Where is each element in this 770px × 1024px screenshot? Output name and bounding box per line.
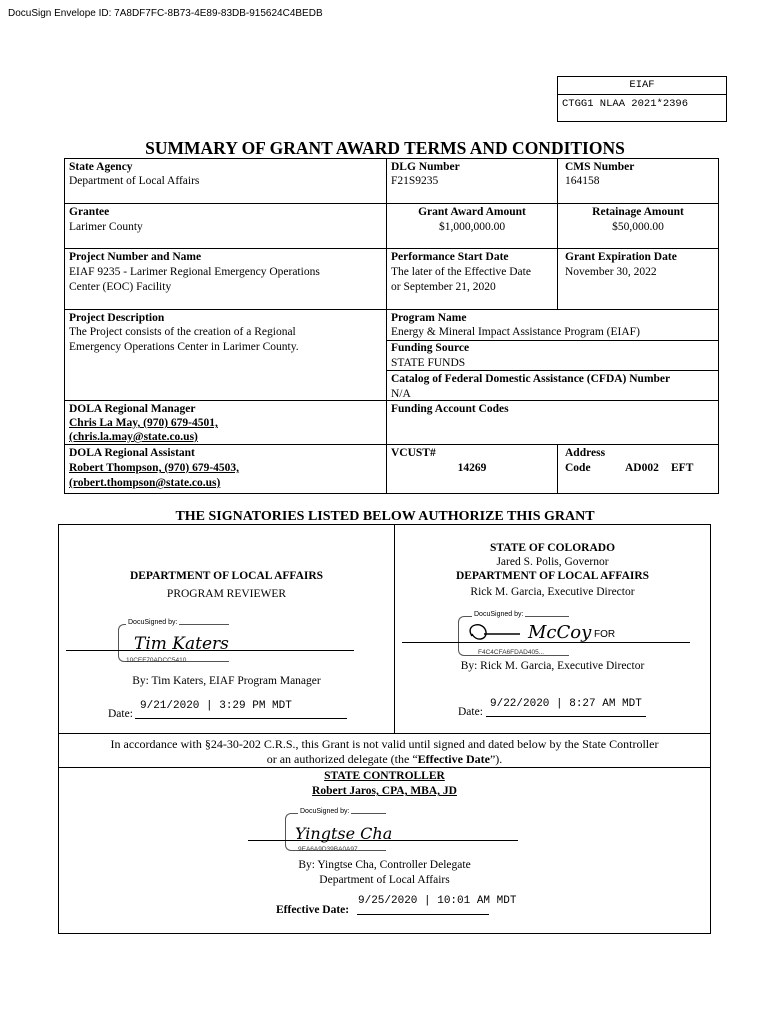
right-governor: Jared S. Polis, Governor [496,556,609,568]
regional-assistant-line2: (robert.thompson@state.co.us) [69,477,221,489]
left-by: By: Tim Katers, EIAF Program Manager [132,675,321,687]
controller-notice-text-a: or an authorized delegate (the “ [266,752,418,766]
grant-expiration-label: Grant Expiration Date [565,251,677,263]
funding-source-label: Funding Source [391,342,470,354]
eiaf-stamp [557,76,727,122]
right-sig-id: F4C4CFA6FDAD405... [478,649,545,656]
left-dept: DEPARTMENT OF LOCAL AFFAIRS [129,570,324,582]
controller-notice-line2 [58,752,711,767]
funding-account-codes-label: Funding Account Codes [391,403,509,415]
left-date-label: Date: [108,708,133,720]
vcust-value: 14269 [457,462,487,474]
address-code-label: Code [565,462,591,474]
cms-number-label: CMS Number [565,161,635,173]
grant-award-value: $1,000,000.00 [438,221,506,233]
controller-title: STATE CONTROLLER [324,770,445,782]
regional-assistant-label: DOLA Regional Assistant [69,447,195,459]
project-number-label: Project Number and Name [69,251,202,263]
envelope-id: DocuSign Envelope ID: 7A8DF7FC-8B73-4E89-83DB-915624C4BEDB [8,8,323,19]
regional-manager-line1: Chris La May, (970) 679-4501, [69,417,218,429]
cfda-label: Catalog of Federal Domestic Assistance (CFDA) Number [391,373,671,385]
performance-start-label: Performance Start Date [391,251,509,263]
regional-manager-label: DOLA Regional Manager [69,403,196,415]
left-signature: Tim Katers [134,634,229,654]
performance-start-line2: or September 21, 2020 [391,281,496,293]
address-eft: EFT [671,462,694,474]
page-title: SUMMARY OF GRANT AWARD TERMS AND CONDITIONS [145,138,625,158]
right-by: By: Rick M. Garcia, Executive Director [460,660,645,672]
grant-award-label: Grant Award Amount [418,206,526,218]
right-signature-for: FOR [594,629,616,640]
retainage-value: $50,000.00 [612,221,664,233]
address-code-value: AD002 [625,462,659,474]
grantee-value: Larimer County [69,221,143,233]
right-signature: McCoy [528,622,592,643]
performance-start-line1: The later of the Effective Date [391,266,531,278]
right-director: Rick M. Garcia, Executive Director [470,586,635,598]
funding-source-value: STATE FUNDS [391,357,466,369]
regional-manager-line2: (chris.la.may@state.co.us) [69,431,198,443]
controller-by: By: Yingtse Cha, Controller Delegate [298,859,471,871]
cms-number-value: 164158 [565,175,600,187]
left-docusigned-label: DocuSigned by: [128,619,178,626]
left-date-value: 9/21/2020 | 3:29 PM MDT [140,700,292,712]
signature-scribble-icon [462,618,522,648]
cfda-value: N/A [391,388,411,400]
project-description-line2: Emergency Operations Center in Larimer County. [69,341,299,353]
regional-assistant-line1: Robert Thompson, (970) 679-4503, [69,462,240,474]
project-number-line2: Center (EOC) Facility [69,281,172,293]
right-docusigned-label: DocuSigned by: [474,611,524,618]
signatories-heading: THE SIGNATORIES LISTED BELOW AUTHORIZE THIS GRANT [175,509,595,524]
project-number-line1: EIAF 9235 - Larimer Regional Emergency Operations [69,266,320,278]
controller-date-value: 9/25/2020 | 10:01 AM MDT [358,895,517,907]
stamp-line1: EIAF [558,77,726,95]
controller-dept: Department of Local Affairs [319,874,450,886]
grantee-label: Grantee [69,206,110,218]
controller-signature: Yingtse Cha [295,824,393,843]
program-name-value: Energy & Mineral Impact Assistance Program (EIAF) [391,326,640,338]
controller-sig-id: 9EA6A9D39BA0A97 [298,846,358,853]
dlg-number-label: DLG Number [391,161,460,173]
left-role: PROGRAM REVIEWER [166,588,287,600]
right-state: STATE OF COLORADO [489,542,616,554]
project-description-line1: The Project consists of the creation of a Regional [69,326,296,338]
right-dept: DEPARTMENT OF LOCAL AFFAIRS [455,570,650,582]
right-date-value: 9/22/2020 | 8:27 AM MDT [490,698,642,710]
right-date-label: Date: [458,706,483,718]
vcust-label: VCUST# [391,447,436,459]
address-label: Address [565,447,606,459]
stamp-line2: CTGG1 NLAA 2021*2396 [562,98,689,110]
controller-docusigned-label: DocuSigned by: [300,808,350,815]
state-agency-value: Department of Local Affairs [69,175,200,187]
program-name-label: Program Name [391,312,467,324]
controller-name: Robert Jaros, CPA, MBA, JD [312,785,457,797]
effective-date-term: Effective Date [417,752,490,766]
grant-expiration-value: November 30, 2022 [565,266,657,278]
controller-notice-line1: In accordance with §24-30-202 C.R.S., this Grant is not valid until signed and dated below by the State Controller [110,737,659,751]
retainage-label: Retainage Amount [592,206,684,218]
dlg-number-value: F21S9235 [391,175,439,187]
project-description-label: Project Description [69,312,165,324]
left-sig-id: 10CEF70ADCC5410 [126,657,187,664]
controller-notice-text-c: ”). [489,752,503,766]
state-agency-label: State Agency [69,161,133,173]
controller-date-label: Effective Date: [276,904,350,916]
